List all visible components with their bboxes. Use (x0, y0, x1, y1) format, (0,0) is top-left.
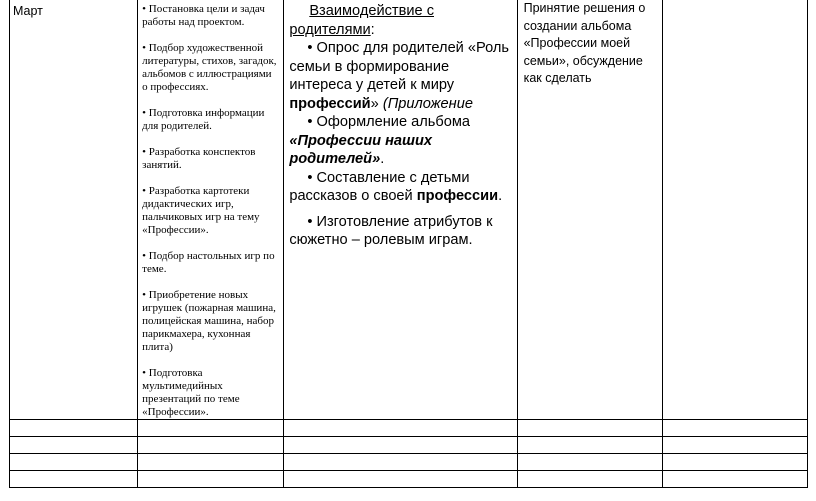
interaction-item-survey: • Опрос для родителей «Роль семьи в формирование интереса у детей к миру профессий» (Приложение (289, 40, 510, 112)
interaction-item-album: • Оформление альбома «Профессии наших родителей». (289, 114, 470, 167)
empty-cell (10, 437, 138, 454)
table-row-empty (10, 454, 808, 471)
empty-cell (517, 454, 662, 471)
empty-cell (662, 0, 807, 420)
empty-cell (10, 454, 138, 471)
task-item: • Разработка картотеки дидактических игр, пальчиковых игр на тему «Профессии». (142, 185, 277, 237)
empty-cell (138, 471, 284, 488)
decision-text: Принятие решения о создании альбома «Профессии моей семьи», обсуждение как сделать (523, 1, 646, 85)
empty-cell (517, 420, 662, 437)
tasks-list (138, 0, 283, 419)
interaction-heading: Взаимодействие с родителями (289, 3, 434, 38)
empty-cell (284, 420, 517, 437)
interaction-item-stories: • Составление с детьми рассказов о своей профессии. (289, 169, 503, 204)
empty-cell (662, 454, 807, 471)
interaction-block (284, 0, 516, 250)
empty-cell (284, 437, 517, 454)
task-item: • Постановка цели и задач работы над проектом. (142, 3, 277, 29)
empty-cell (662, 420, 807, 437)
task-item: • Приобретение новых игрушек (пожарная машина, полицейская машина, набор парикмахера, кухонная плита) (142, 289, 277, 354)
empty-cell (284, 454, 517, 471)
task-item: • Подготовка мультимедийных презентаций по теме «Профессии». (142, 367, 277, 419)
month-label: Март (13, 4, 43, 18)
empty-cell (517, 437, 662, 454)
interaction-heading-line: Взаимодействие с родителями: (289, 3, 434, 38)
empty-cell (662, 471, 807, 488)
task-item: • Разработка конспектов занятий. (142, 146, 277, 172)
task-item: • Подбор настольных игр по теме. (142, 250, 277, 276)
project-plan-table (9, 0, 808, 488)
table-row-empty (10, 420, 808, 437)
interaction-cell (284, 0, 517, 420)
table-row-empty (10, 437, 808, 454)
task-item: • Подготовка информации для родителей. (142, 107, 277, 133)
interaction-item-attributes: • Изготовление атрибутов к сюжетно – ролевым играм. (289, 213, 493, 248)
empty-cell (138, 437, 284, 454)
month-cell (10, 0, 138, 420)
empty-cell (138, 454, 284, 471)
table-row-march (10, 0, 808, 420)
tasks-cell (138, 0, 284, 420)
decision-cell (517, 0, 662, 420)
empty-cell (10, 471, 138, 488)
task-item: • Подбор художественной литературы, стихов, загадок, альбомов с иллюстрациями о профессиях. (142, 42, 277, 94)
empty-cell (138, 420, 284, 437)
empty-cell (662, 437, 807, 454)
empty-cell (284, 471, 517, 488)
empty-cell (10, 420, 138, 437)
empty-cell (517, 471, 662, 488)
table-row-empty (10, 471, 808, 488)
